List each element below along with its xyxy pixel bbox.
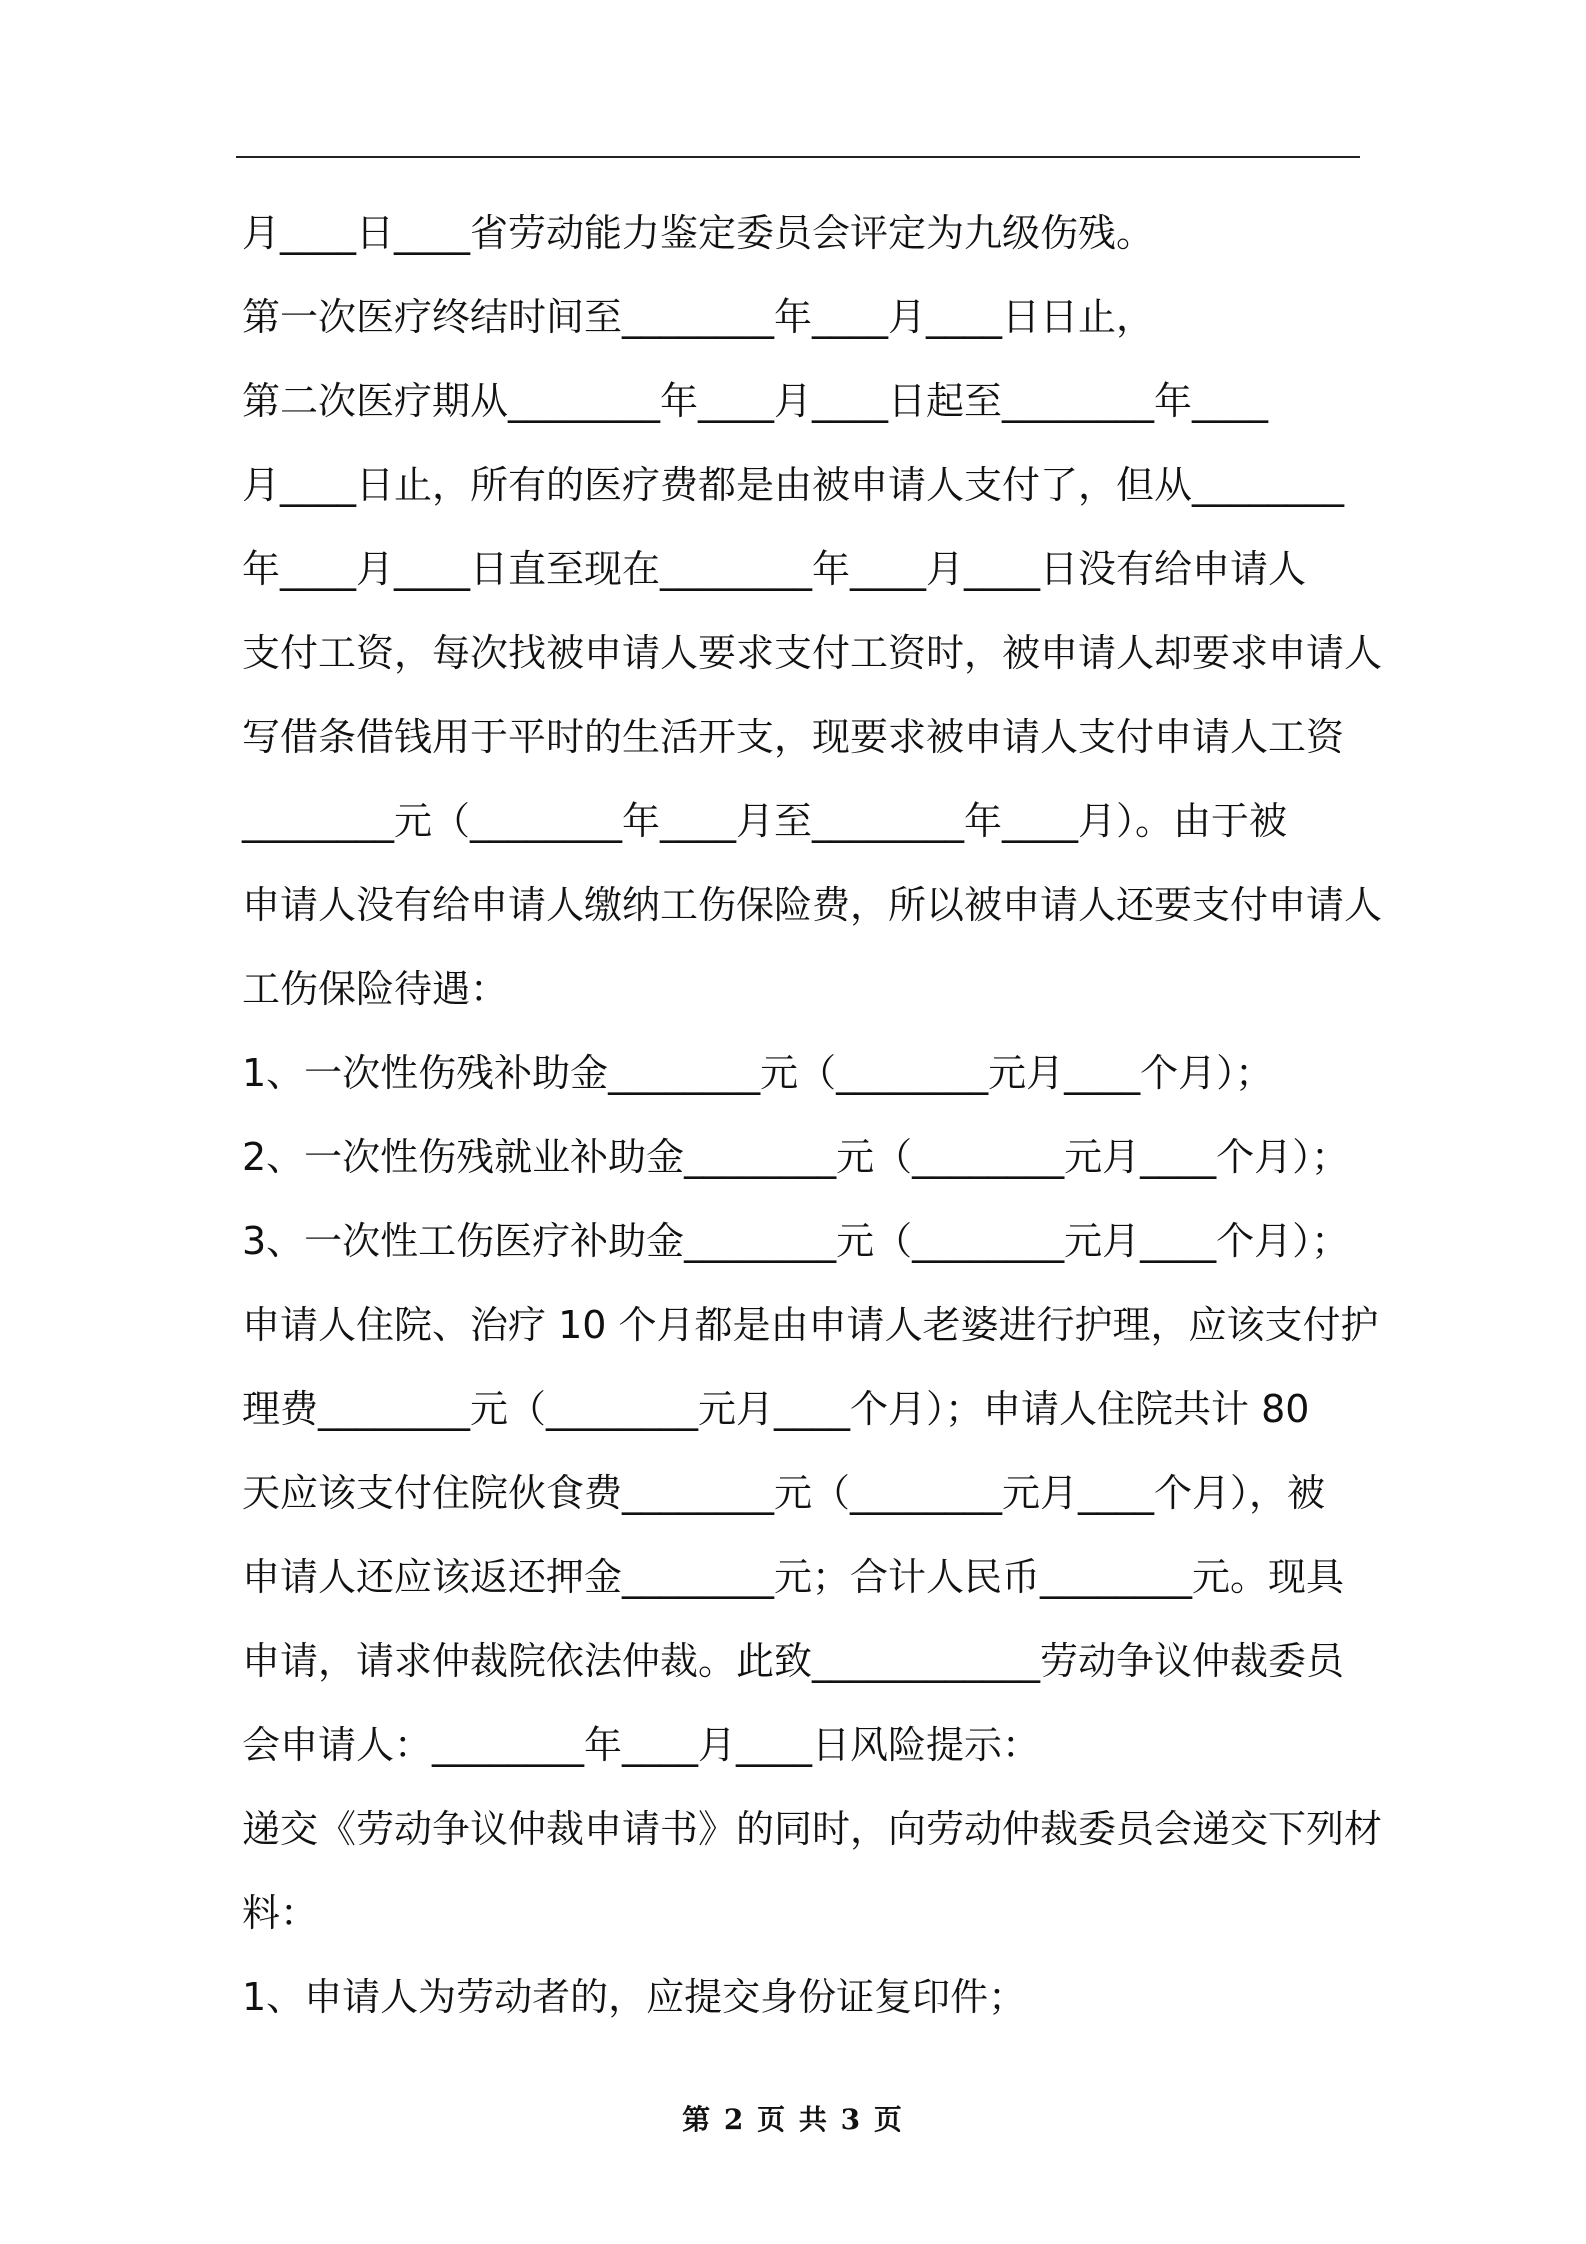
- text-line: 支付工资，每次找被申请人要求支付工资时，被申请人却要求申请人: [242, 631, 1383, 675]
- text-line: 月____日____省劳动能力鉴定委员会评定为九级伤残。: [242, 211, 1155, 255]
- text-line: 理费________元（________元月____个月）；申请人住院共计 80: [242, 1387, 1310, 1431]
- text-line: 第一次医疗终结时间至________年____月____日日止，: [242, 295, 1155, 339]
- text-line: 月____日止，所有的医疗费都是由被申请人支付了，但从________: [242, 463, 1345, 507]
- text-line: 写借条借钱用于平时的生活开支，现要求被申请人支付申请人工资: [242, 715, 1345, 759]
- header-rule: [236, 156, 1360, 158]
- text-line: 会申请人：________年____月____日风险提示：: [242, 1723, 1041, 1767]
- text-line: 第二次医疗期从________年____月____日起至________年____: [242, 379, 1269, 423]
- list-item: 2、一次性伤残就业补助金________元（________元月____个月）；: [242, 1135, 1350, 1179]
- text-line: ________元（________年____月至________年____月）。由于被: [242, 799, 1288, 843]
- text-line: 递交《劳动争议仲裁申请书》的同时，向劳动仲裁委员会递交下列材: [242, 1807, 1383, 1851]
- text-line: 申请人没有给申请人缴纳工伤保险费，所以被申请人还要支付申请人: [242, 883, 1383, 927]
- text-line: 申请人住院、治疗 10 个月都是由申请人老婆进行护理，应该支付护: [242, 1303, 1379, 1347]
- text-line: 工伤保险待遇：: [242, 967, 509, 1011]
- list-item: 3、一次性工伤医疗补助金________元（________元月____个月）；: [242, 1219, 1350, 1263]
- list-item: 1、一次性伤残补助金________元（________元月____个月）；: [242, 1051, 1274, 1095]
- page-number: 第 2 页 共 3 页: [682, 2103, 904, 2136]
- document-body: [242, 198, 1383, 2046]
- text-line: 申请，请求仲裁院依法仲裁。此致____________劳动争议仲裁委员: [242, 1639, 1345, 1683]
- text-line: 天应该支付住院伙食费________元（________元月____个月），被: [242, 1471, 1326, 1515]
- text-line: 年____月____日直至现在________年____月____日没有给申请人: [242, 547, 1307, 591]
- text-line: 申请人还应该返还押金________元；合计人民币________元。现具: [242, 1555, 1345, 1599]
- list-item: 1、申请人为劳动者的，应提交身份证复印件；: [242, 1975, 1027, 2019]
- text-line: 料：: [242, 1891, 319, 1935]
